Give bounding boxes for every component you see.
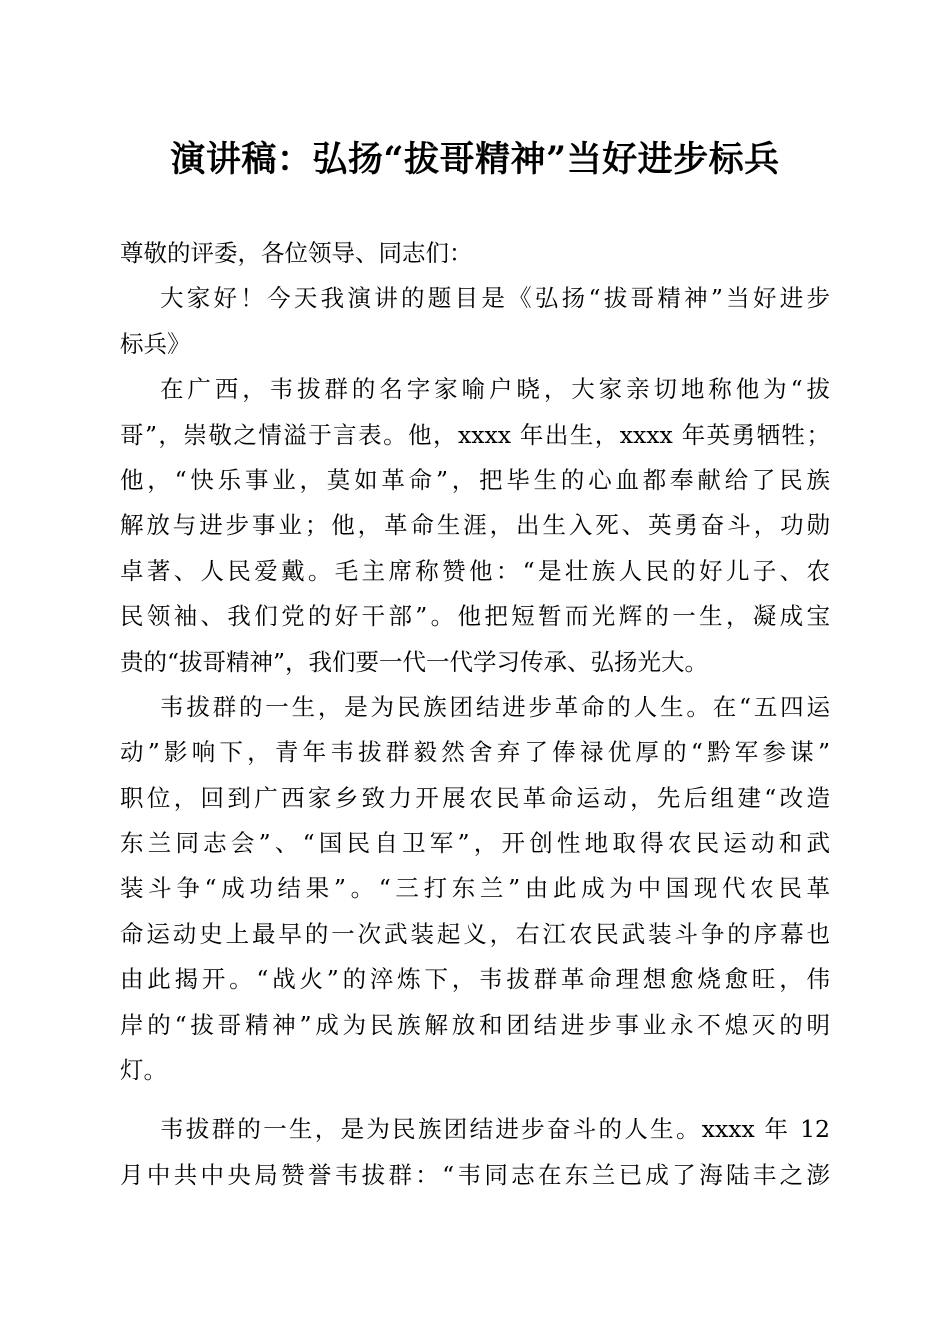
- paragraph-gap: [120, 1093, 830, 1107]
- salutation-line: 尊敬的评委，各位领导、同志们：: [120, 239, 473, 267]
- paragraph-line: 在广西，韦拔群的名字家喻户晓，大家亲切地称他为“拔: [160, 375, 830, 404]
- paragraph-line: 标兵》: [120, 329, 191, 358]
- paragraph-line: 岸的“拔哥精神”成为民族解放和团结进步事业永不熄灭的明: [120, 1010, 830, 1039]
- paragraph-line: 由此揭开。“战火”的淬炼下，韦拔群革命理想愈烧愈旺，伟: [120, 965, 830, 994]
- document-title: 演讲稿：弘扬“拔哥精神”当好进步标兵: [170, 139, 780, 180]
- paragraph-line: 职位，回到广西家乡致力开展农民革命运动，先后组建“改造: [120, 783, 830, 812]
- paragraph-line: 动”影响下，青年韦拔群毅然舍弃了俸禄优厚的“黔军参谋”: [120, 738, 830, 767]
- document-body: [120, 231, 830, 1198]
- paragraph-line: 命运动史上最早的一次武装起义，右江农民武装斗争的序幕也: [120, 919, 830, 948]
- paragraph-line: 东兰同志会”、“国民自卫军”，开创性地取得农民运动和武: [120, 829, 830, 858]
- paragraph-line: 卓著、人民爱戴。毛主席称赞他：“是壮族人民的好儿子、农: [120, 556, 830, 585]
- paragraph-line: 贵的“拔哥精神”，我们要一代一代学习传承、弘扬光大。: [120, 647, 709, 676]
- paragraph-line: 他，“快乐事业，莫如革命”，把毕生的心血都奉献给了民族: [120, 465, 830, 494]
- paragraph-line: 装斗争“成功结果”。“三打东兰”由此成为中国现代农民革: [120, 874, 830, 903]
- paragraph-line: 月中共中央局赞誉韦拔群：“韦同志在东兰已成了海陆丰之澎: [120, 1160, 830, 1189]
- paragraph-line: 灯。: [120, 1056, 167, 1085]
- paragraph-line: 哥”，崇敬之情溢于言表。他，xxxx 年出生，xxxx 年英勇牺牲；: [120, 420, 830, 449]
- paragraph-line: 大家好！今天我演讲的题目是《弘扬“拔哥精神”当好进步: [160, 284, 830, 313]
- paragraph-line: 民领袖、我们党的好干部”。他把短暂而光辉的一生，凝成宝: [120, 602, 830, 631]
- paragraph-line: 韦拔群的一生，是为民族团结进步革命的人生。在“五四运: [160, 692, 830, 721]
- paragraph-line: 韦拔群的一生，是为民族团结进步奋斗的人生。xxxx 年 12: [160, 1115, 830, 1144]
- paragraph-line: 解放与进步事业；他，革命生涯，出生入死、英勇奋斗，功勋: [120, 511, 830, 540]
